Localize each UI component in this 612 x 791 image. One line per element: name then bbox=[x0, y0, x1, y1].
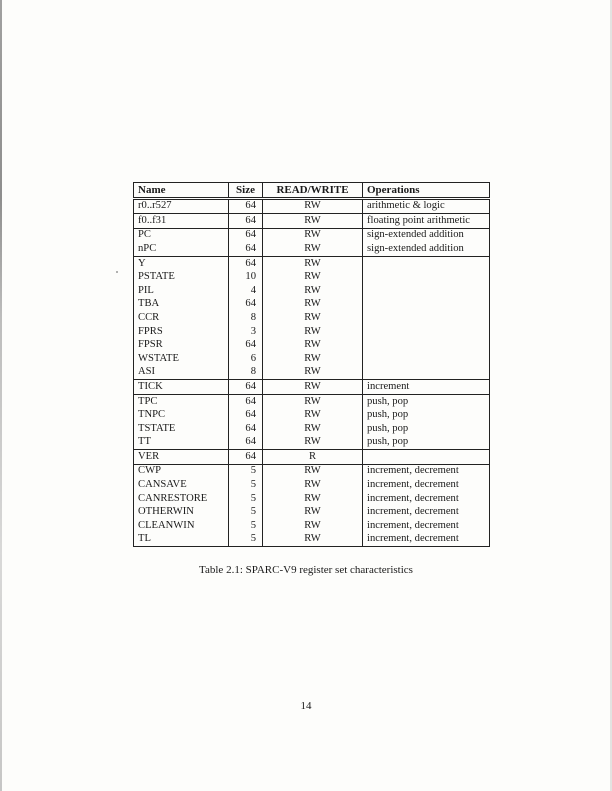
cell-operations: push, pop bbox=[363, 422, 490, 436]
cell-operations: increment bbox=[363, 380, 490, 395]
cell-size: 5 bbox=[229, 519, 263, 533]
cell-operations: increment, decrement bbox=[363, 519, 490, 533]
cell-size: 64 bbox=[229, 339, 263, 353]
scan-speck bbox=[116, 271, 118, 273]
table-row bbox=[134, 242, 490, 256]
cell-size: 6 bbox=[229, 352, 263, 366]
cell-name: VER bbox=[134, 450, 229, 465]
table-row bbox=[134, 366, 490, 380]
cell-size: 64 bbox=[229, 298, 263, 312]
cell-readwrite: RW bbox=[263, 256, 363, 270]
cell-readwrite: RW bbox=[263, 519, 363, 533]
cell-readwrite: RW bbox=[263, 298, 363, 312]
cell-readwrite: RW bbox=[263, 242, 363, 256]
cell-name: CLEANWIN bbox=[134, 519, 229, 533]
table-row bbox=[134, 339, 490, 353]
table-row bbox=[134, 311, 490, 325]
table-row bbox=[134, 506, 490, 520]
cell-operations: increment, decrement bbox=[363, 506, 490, 520]
cell-readwrite: RW bbox=[263, 214, 363, 229]
cell-size: 8 bbox=[229, 311, 263, 325]
cell-operations bbox=[363, 298, 490, 312]
header-operations: Operations bbox=[363, 183, 490, 199]
cell-readwrite: RW bbox=[263, 366, 363, 380]
cell-readwrite: RW bbox=[263, 311, 363, 325]
page-number: 14 bbox=[300, 700, 312, 712]
cell-size: 64 bbox=[229, 409, 263, 423]
cell-name: TNPC bbox=[134, 409, 229, 423]
cell-size: 64 bbox=[229, 256, 263, 270]
cell-size: 64 bbox=[229, 214, 263, 229]
table-row bbox=[134, 298, 490, 312]
cell-operations: floating point arithmetic bbox=[363, 214, 490, 229]
cell-operations: push, pop bbox=[363, 436, 490, 450]
cell-readwrite: R bbox=[263, 450, 363, 465]
cell-size: 64 bbox=[229, 198, 263, 214]
cell-name: TT bbox=[134, 436, 229, 450]
cell-name: Y bbox=[134, 256, 229, 270]
cell-size: 64 bbox=[229, 228, 263, 242]
cell-readwrite: RW bbox=[263, 339, 363, 353]
scan-edge-left bbox=[0, 0, 2, 791]
cell-operations: push, pop bbox=[363, 409, 490, 423]
table-row bbox=[134, 271, 490, 285]
cell-operations: sign-extended addition bbox=[363, 228, 490, 242]
table-row bbox=[134, 325, 490, 339]
cell-size: 5 bbox=[229, 478, 263, 492]
header-name: Name bbox=[134, 183, 229, 199]
cell-operations bbox=[363, 311, 490, 325]
cell-readwrite: RW bbox=[263, 228, 363, 242]
cell-operations bbox=[363, 352, 490, 366]
cell-size: 64 bbox=[229, 450, 263, 465]
header-size: Size bbox=[229, 183, 263, 199]
cell-name: nPC bbox=[134, 242, 229, 256]
table-row bbox=[134, 394, 490, 408]
cell-size: 4 bbox=[229, 284, 263, 298]
cell-size: 5 bbox=[229, 492, 263, 506]
table-row bbox=[134, 450, 490, 465]
cell-name: f0..f31 bbox=[134, 214, 229, 229]
cell-readwrite: RW bbox=[263, 464, 363, 478]
table-row bbox=[134, 533, 490, 547]
table-row bbox=[134, 214, 490, 229]
cell-name: ASI bbox=[134, 366, 229, 380]
table-row bbox=[134, 228, 490, 242]
cell-size: 10 bbox=[229, 271, 263, 285]
cell-readwrite: RW bbox=[263, 533, 363, 547]
table-row bbox=[134, 284, 490, 298]
cell-readwrite: RW bbox=[263, 271, 363, 285]
table-row bbox=[134, 409, 490, 423]
cell-readwrite: RW bbox=[263, 506, 363, 520]
cell-readwrite: RW bbox=[263, 325, 363, 339]
table-row bbox=[134, 492, 490, 506]
cell-readwrite: RW bbox=[263, 380, 363, 395]
cell-operations bbox=[363, 339, 490, 353]
table-row bbox=[134, 464, 490, 478]
cell-name: TICK bbox=[134, 380, 229, 395]
table-row bbox=[134, 380, 490, 395]
cell-operations: increment, decrement bbox=[363, 533, 490, 547]
cell-size: 64 bbox=[229, 380, 263, 395]
cell-size: 64 bbox=[229, 394, 263, 408]
cell-readwrite: RW bbox=[263, 422, 363, 436]
cell-readwrite: RW bbox=[263, 436, 363, 450]
cell-operations bbox=[363, 366, 490, 380]
cell-readwrite: RW bbox=[263, 478, 363, 492]
table-row bbox=[134, 478, 490, 492]
cell-size: 64 bbox=[229, 436, 263, 450]
cell-name: TSTATE bbox=[134, 422, 229, 436]
register-table bbox=[133, 182, 490, 547]
cell-name: TL bbox=[134, 533, 229, 547]
table-row bbox=[134, 352, 490, 366]
cell-name: TBA bbox=[134, 298, 229, 312]
cell-name: CANSAVE bbox=[134, 478, 229, 492]
cell-operations bbox=[363, 284, 490, 298]
cell-operations: push, pop bbox=[363, 394, 490, 408]
cell-name: FPRS bbox=[134, 325, 229, 339]
cell-operations: arithmetic & logic bbox=[363, 198, 490, 214]
cell-readwrite: RW bbox=[263, 352, 363, 366]
table-row bbox=[134, 198, 490, 214]
cell-name: CWP bbox=[134, 464, 229, 478]
cell-size: 64 bbox=[229, 242, 263, 256]
cell-operations bbox=[363, 256, 490, 270]
cell-readwrite: RW bbox=[263, 394, 363, 408]
cell-operations bbox=[363, 271, 490, 285]
cell-name: WSTATE bbox=[134, 352, 229, 366]
cell-operations: sign-extended addition bbox=[363, 242, 490, 256]
table-header-row bbox=[134, 183, 490, 199]
cell-operations bbox=[363, 325, 490, 339]
table-row bbox=[134, 436, 490, 450]
cell-readwrite: RW bbox=[263, 409, 363, 423]
cell-operations bbox=[363, 450, 490, 465]
table-row bbox=[134, 519, 490, 533]
cell-name: PC bbox=[134, 228, 229, 242]
cell-name: CCR bbox=[134, 311, 229, 325]
cell-size: 3 bbox=[229, 325, 263, 339]
cell-readwrite: RW bbox=[263, 198, 363, 214]
cell-operations: increment, decrement bbox=[363, 492, 490, 506]
cell-size: 64 bbox=[229, 422, 263, 436]
cell-name: FPSR bbox=[134, 339, 229, 353]
table-row bbox=[134, 256, 490, 270]
cell-name: TPC bbox=[134, 394, 229, 408]
cell-name: CANRESTORE bbox=[134, 492, 229, 506]
table-body bbox=[134, 198, 490, 547]
cell-size: 5 bbox=[229, 506, 263, 520]
cell-name: PIL bbox=[134, 284, 229, 298]
cell-size: 5 bbox=[229, 533, 263, 547]
cell-name: OTHERWIN bbox=[134, 506, 229, 520]
cell-operations: increment, decrement bbox=[363, 464, 490, 478]
cell-operations: increment, decrement bbox=[363, 478, 490, 492]
cell-size: 8 bbox=[229, 366, 263, 380]
cell-name: r0..r527 bbox=[134, 198, 229, 214]
cell-size: 5 bbox=[229, 464, 263, 478]
cell-readwrite: RW bbox=[263, 492, 363, 506]
table-row bbox=[134, 422, 490, 436]
header-readwrite: READ/WRITE bbox=[263, 183, 363, 199]
cell-name: PSTATE bbox=[134, 271, 229, 285]
cell-readwrite: RW bbox=[263, 284, 363, 298]
table-caption: Table 2.1: SPARC-V9 register set characteristics bbox=[199, 564, 413, 576]
